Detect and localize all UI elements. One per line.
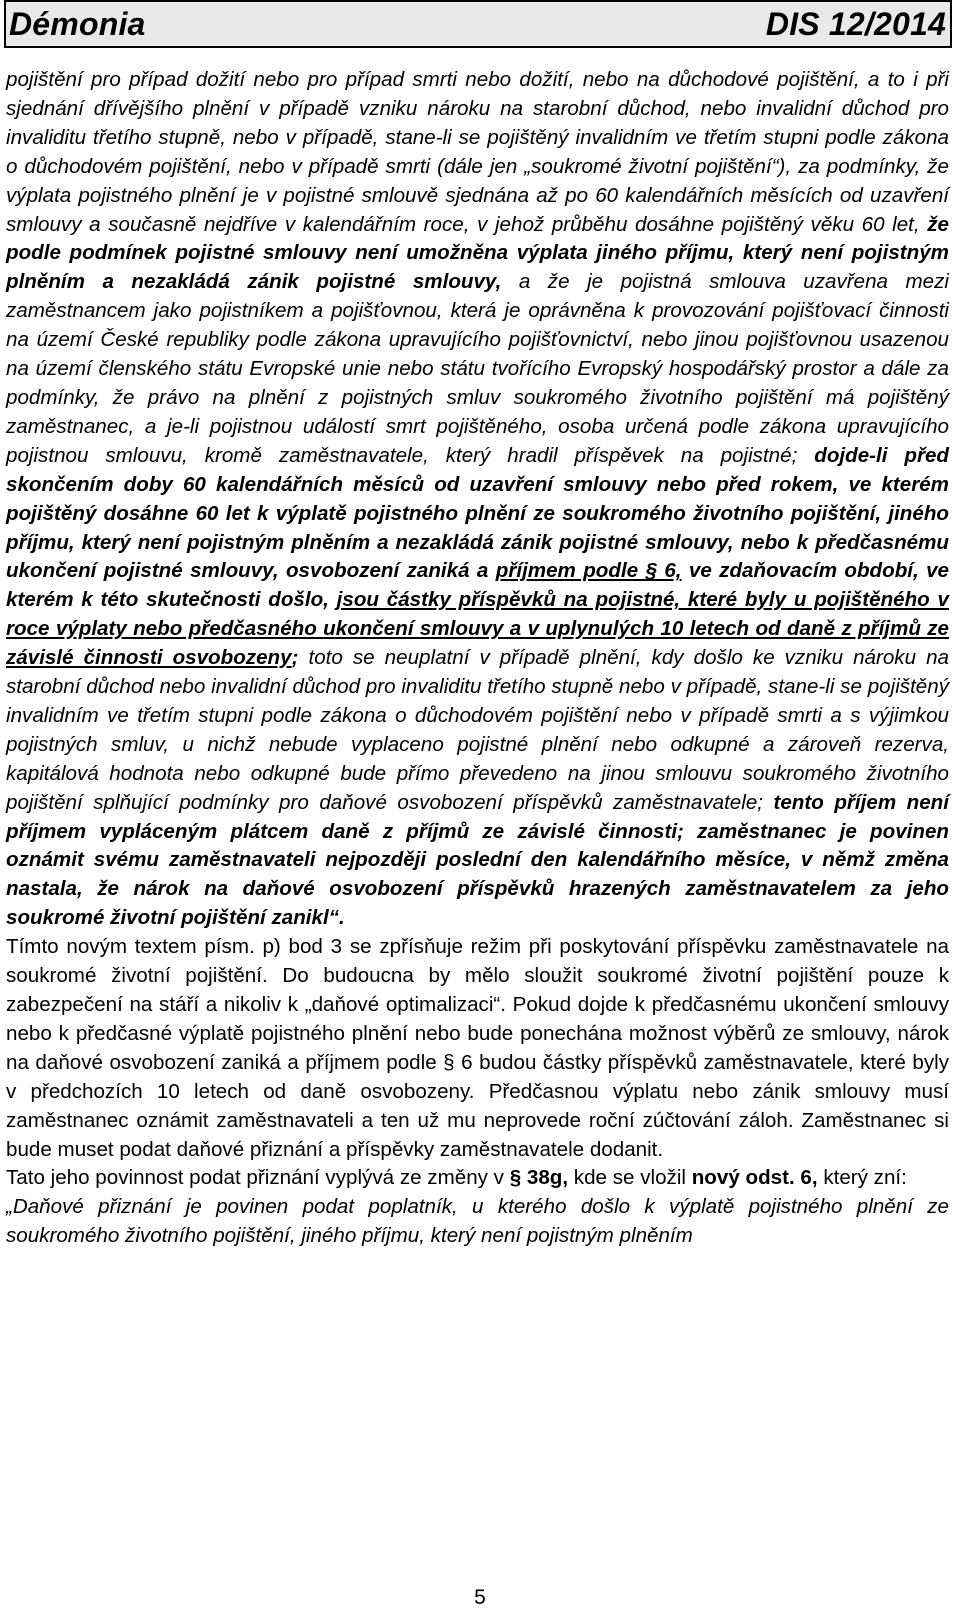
page-header <box>4 0 952 48</box>
paragraph-obligation <box>6 1164 949 1193</box>
quoted-new-paragraph: „Daňové přiznání je povinen podat poplatník, u kterého došlo k výplatě pojistného plnění ze soukromého životního pojištění, jiného příjmu, který není pojistným plněním <box>6 1195 949 1248</box>
quote-segment: jsou částky příspěvků na pojistné, které byly u pojištěného v roce výplaty nebo předčasného ukončení smlouvy a v uplynulých 10 letech od daně z příjmů ze závislé činnosti osvobozeny <box>6 588 949 670</box>
quote-segment: dojde-li před skončením doby 60 kalendářních měsíců od uzavření smlouvy nebo před rokem, ve kterém pojištěný dosáhne 60 let k výplatě pojistného plnění ze soukromého životního pojištění, jiného příjmu, který není pojistným plněním a nezakládá zánik pojistné smlouvy, nebo k předčasnému ukončení pojistné smlouvy, osvobození zaniká a <box>6 443 949 583</box>
header-issue: DIS 12/2014 <box>765 5 946 42</box>
document-body <box>6 66 949 1251</box>
page-number: 5 <box>474 1586 486 1609</box>
quote-segment: ; <box>291 646 309 670</box>
quote-segment: pojištění pro případ dožití nebo pro případ smrti nebo dožití, nebo na důchodové pojištění, a to i při sjednání dřívějšího plnění v případě vzniku nároku na starobní důchod, nebo invalidní důchod pro invaliditu třetího stupně, nebo v případě, stane-li se pojištěný invalidním ve třetím stupni podle zákona o důchodovém pojištění, nebo v případě smrti (dále jen „soukromé životní pojištění“), za podmínky, že výplata pojistného plnění je v pojistné smlouvě sjednána až po 60 kalendářních měsících od uzavření smlouvy a současně nejdříve v kalendářním roce, v jehož průběhu dosáhne pojištěný věku 60 let, <box>6 68 949 236</box>
quote-segment: ve zdaňovacím období, ve kterém k této skutečnosti došlo, <box>6 559 950 612</box>
obligation-text-c: kde se vložil <box>568 1166 692 1190</box>
header-title: Démonia <box>9 5 146 42</box>
paragraph-explanation: Tímto novým textem písm. p) bod 3 se zpřísňuje režim při poskytování příspěvku zaměstnavatele na soukromé životní pojištění. Do budoucna by mělo sloužit soukromé životní pojištění pouze k zabezpečení na stáří a nikoliv k „daňové optimalizaci“. Pokud dojde k předčasnému ukončení smlouvy nebo k předčasné výplatě pojistného plnění nebo bude ponechána možnost výběrů ze smlouvy, nárok na daňové osvobození zaniká a příjmem podle § 6 budou částky příspěvků zaměstnavatele, které byly v předchozích 10 letech od daně osvobozeny. Předčasnou výplatu nebo zánik smlouvy musí zaměstnanec oznámit zaměstnavateli a ten už mu neprovede roční zúčtování záloh. Zaměstnanec si bude muset podat daňové přiznání a příspěvky zaměstnavatele dodanit. <box>6 935 949 1161</box>
section-reference: § 38g, <box>509 1166 569 1190</box>
quote-segment: a že je pojistná smlouva uzavřena mezi zaměstnancem jako pojistníkem a pojišťovnou, která je oprávněna k provozování pojišťovací činnosti na území České republiky podle zákona upravujícího pojišťovnictví, nebo jinou pojišťovnou usazenou na území členského státu Evropské unie nebo státu tvořícího Evropský hospodářský prostor a dále za podmínky, že právo na plnění z pojistných smluv soukromého životního pojištění má pojištěný zaměstnanec, a je-li pojistnou událostí smrt pojištěného, osoba určená podle zákona upravujícího pojistnou smlouvu, kromě zaměstnavatele, který hradil příspěvek na pojistné; <box>6 270 949 467</box>
quote-segment: tento příjem není příjmem vypláceným plátcem daně z příjmů ze závislé činnosti; zaměstnanec je povinen oznámit svému zaměstnavateli nejpozději poslední den kalendářního měsíce, v němž změna nastala, že nárok na daňové osvobození příspěvků hrazených zaměstnavatelem za jeho soukromé životní pojištění zanikl“. <box>6 790 949 930</box>
quoted-law-text <box>6 66 949 933</box>
obligation-text-e: který zní: <box>817 1166 907 1190</box>
obligation-text-a: Tato jeho povinnost podat přiznání vyplývá ze změny v <box>6 1166 510 1190</box>
quote-segment: příjmem podle § 6, <box>495 559 682 583</box>
new-paragraph-reference: nový odst. 6, <box>691 1166 818 1190</box>
quote-segment: že podle podmínek pojistné smlouvy není umožněna výplata jiného příjmu, který není pojistným plněním a nezakládá zánik pojistné smlouvy, <box>6 212 949 294</box>
quote-segment: toto se neuplatní v případě plnění, kdy došlo ke vzniku nároku na starobní důchod nebo invalidní důchod pro invaliditu třetího stupně nebo v případě, stane-li se pojištěný invalidním ve třetím stupni podle zákona o důchodovém pojištění nebo v případě smrti a s výjimkou pojistných smluv, u nichž nebude vyplaceno pojistné plnění nebo odkupné a zároveň rezerva, kapitálová hodnota nebo odkupné bude přímo převedeno na jinou smlouvu soukromého životního pojištění splňující podmínky pro daňové osvobození příspěvků zaměstnavatele; <box>6 646 949 814</box>
